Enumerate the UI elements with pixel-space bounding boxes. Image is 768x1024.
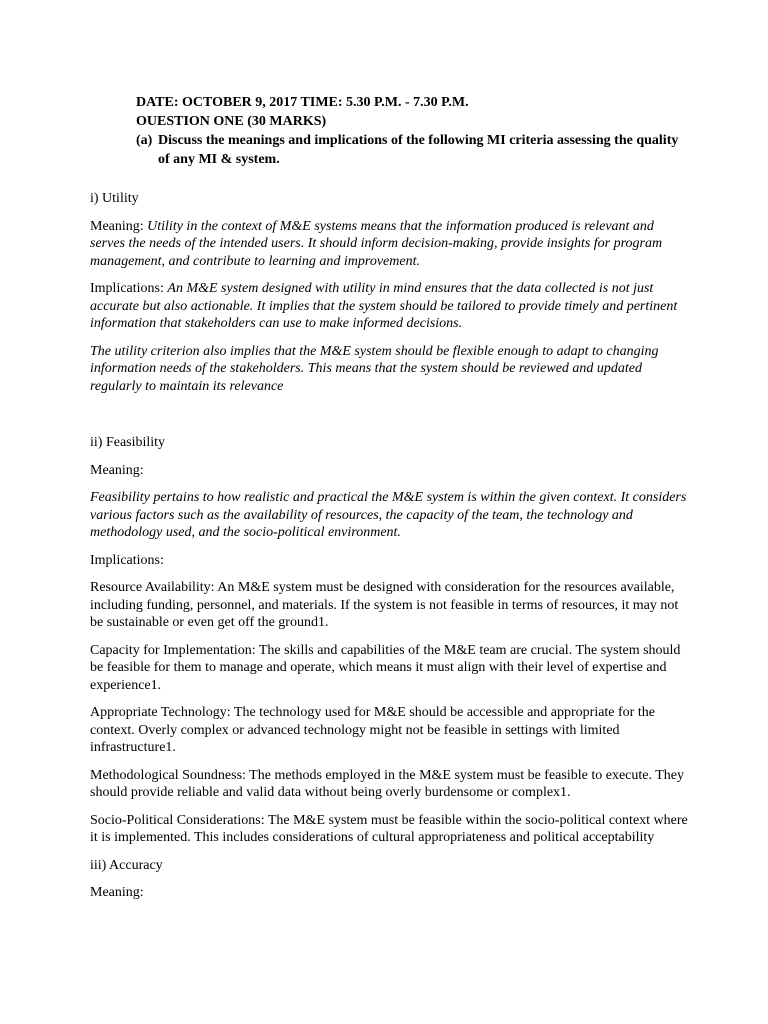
question-text: Discuss the meanings and implications of the following MI criteria assessing the quality of any MI & system. <box>158 133 679 167</box>
feasibility-heading: ii) Feasibility <box>90 435 166 450</box>
utility-heading: i) Utility <box>90 191 139 206</box>
feasibility-point: Resource Availability: An M&E system must be designed with consideration for the resources available, including funding, personnel, and materials. If the system is not feasible in terms of resources, it may not be sustainable or even get off the ground1. <box>90 580 679 630</box>
date-line: DATE: OCTOBER 9, 2017 TIME: 5.30 P.M. - 7.30 P.M. <box>136 95 469 110</box>
utility-meaning-text: Utility in the context of M&E systems means that the information produced is relevant and serves the needs of the intended users. It should inform decision-making, provide insights for program management, and contribute to learning and improvement. <box>90 218 663 269</box>
utility-implications-label: Implications: <box>90 281 168 296</box>
utility-meaning <box>90 218 690 271</box>
exam-header <box>136 93 696 169</box>
feasibility-point: Methodological Soundness: The methods employed in the M&E system must be feasible to execute. They should provide reliable and valid data without being overly burdensome or complex1. <box>90 767 684 800</box>
document-body <box>90 190 690 912</box>
feasibility-meaning-text: Feasibility pertains to how realistic and practical the M&E system is within the given context. It considers various factors such as the availability of resources, the capacity of the team, the technology and methodology used, and the socio-political environment. <box>90 490 687 540</box>
utility-implications <box>90 280 690 333</box>
section-spacer <box>90 405 690 434</box>
question-label: (a) <box>136 133 153 148</box>
feasibility-implications-label: Implications: <box>90 552 164 568</box>
accuracy-heading: iii) Accuracy <box>90 857 163 873</box>
utility-extra: The utility criterion also implies that the M&E system should be flexible enough to adapt to changing information needs of the stakeholders. This means that the system should be reviewed and updated regularly to maintain its relevance <box>90 343 659 394</box>
accuracy-meaning-label: Meaning: <box>90 885 144 900</box>
feasibility-point: Appropriate Technology: The technology used for M&E should be accessible and appropriate for the context. Overly complex or advanced technology might not be feasible in settings with limited infrastructure1. <box>90 705 655 755</box>
utility-meaning-label: Meaning: <box>90 218 148 234</box>
question-title: OUESTION ONE (30 MARKS) <box>136 114 327 129</box>
utility-implications-text: An M&E system designed with utility in mind ensures that the data collected is not just accurate but also actionable. It implies that the system should be tailored to provide timely and pertinent information that stakeholders can use to make informed decisions. <box>90 281 678 331</box>
question-a <box>136 131 696 169</box>
feasibility-point: Socio-Political Considerations: The M&E system must be feasible within the socio-political context where it is implemented. This includes considerations of cultural appropriateness and political acceptability <box>90 812 688 845</box>
feasibility-point: Capacity for Implementation: The skills and capabilities of the M&E team are crucial. The system should be feasible for them to manage and operate, which means it must align with their level of expertise and experience1. <box>90 642 681 693</box>
feasibility-meaning-label: Meaning: <box>90 462 144 478</box>
